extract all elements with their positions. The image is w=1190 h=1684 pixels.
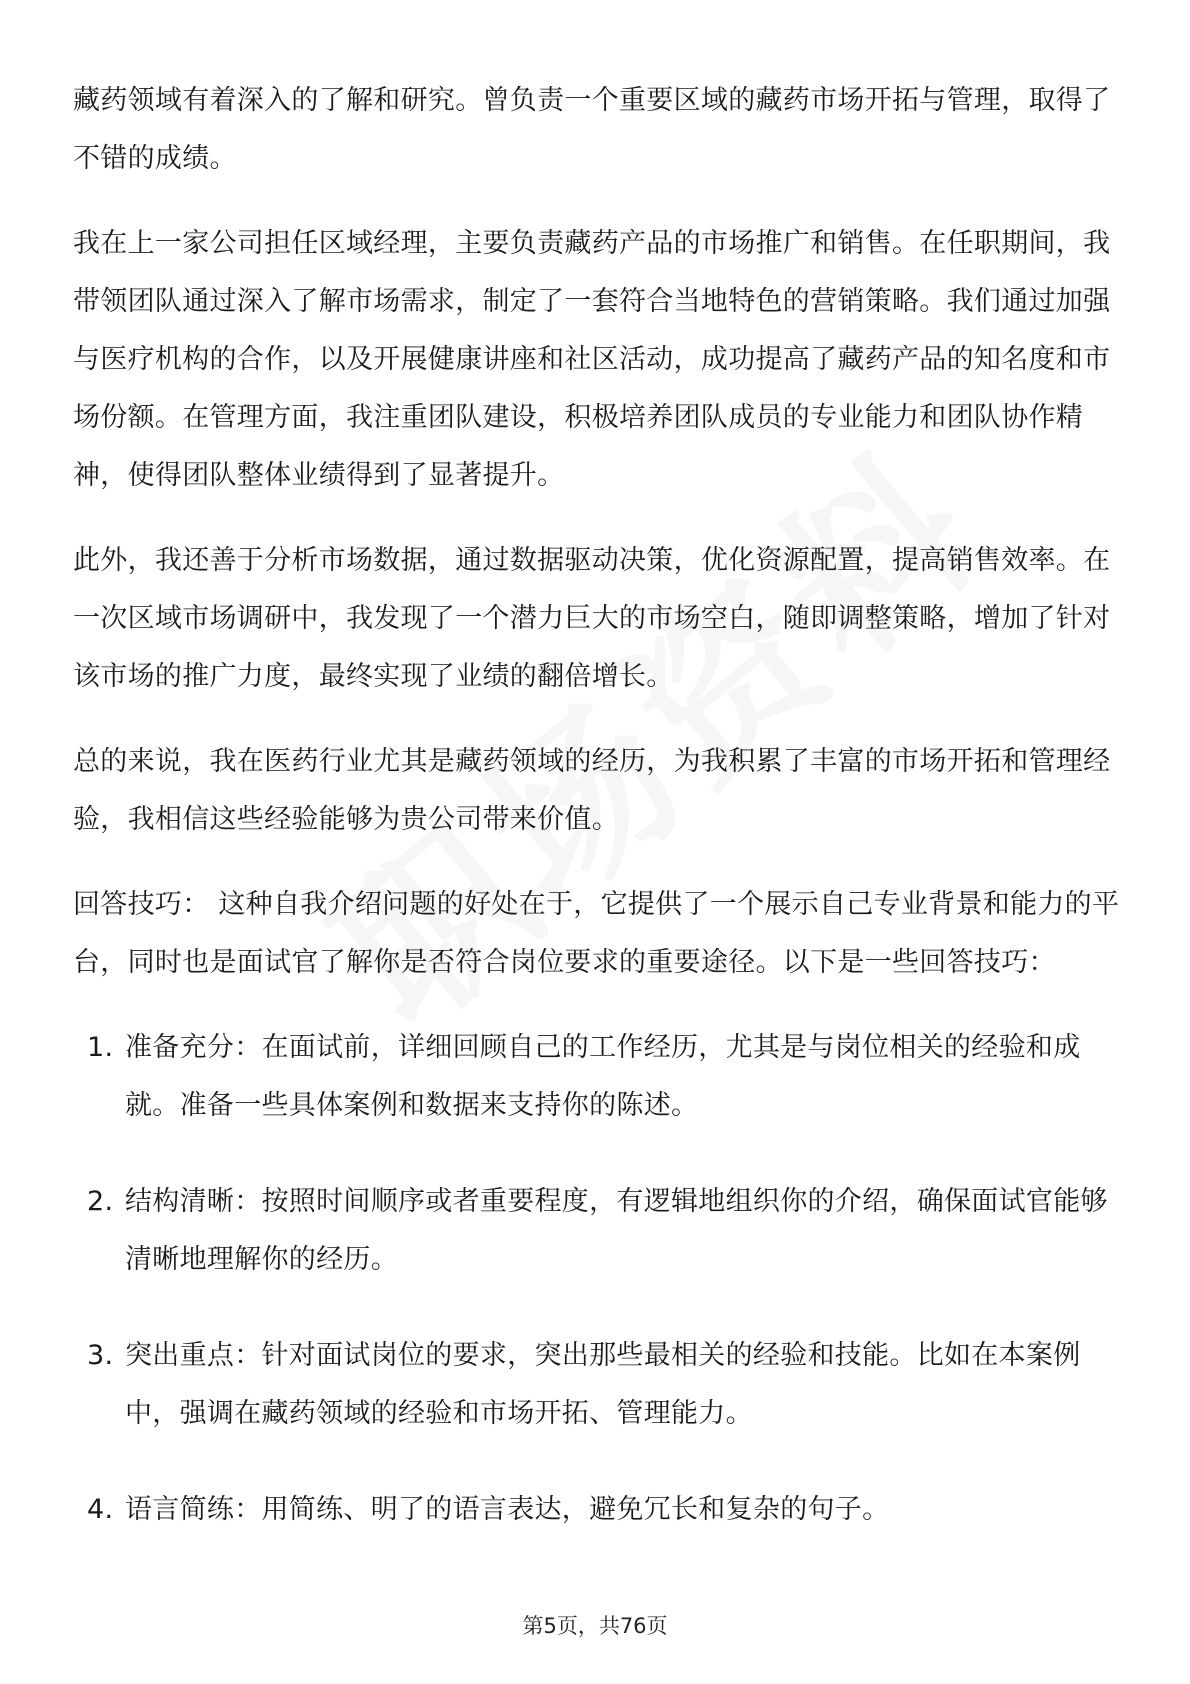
list-item [73, 1481, 1123, 1539]
page-number: 第5页，共76页 [522, 1614, 668, 1638]
list-text: 语言简练：用简练、明了的语言表达，避免冗长和复杂的句子。 [125, 1494, 890, 1525]
list-item [73, 1173, 1123, 1289]
list-item [73, 1019, 1123, 1135]
document-body [73, 72, 1123, 1577]
list-number: 2. [87, 1186, 114, 1217]
list-number: 3. [87, 1340, 114, 1371]
list-text: 突出重点：针对面试岗位的要求，突出那些最相关的经验和技能。比如在本案例中，强调在藏药领域的经验和市场开拓、管理能力。 [125, 1340, 1081, 1429]
paragraph: 总的来说，我在医药行业尤其是藏药领域的经历，为我积累了丰富的市场开拓和管理经验，我相信这些经验能够为贵公司带来价值。 [73, 746, 1111, 835]
tips-list [73, 1019, 1123, 1539]
list-text: 结构清晰：按照时间顺序或者重要程度，有逻辑地组织你的介绍，确保面试官能够清晰地理解你的经历。 [125, 1186, 1108, 1275]
paragraph: 此外，我还善于分析市场数据，通过数据驱动决策，优化资源配置，提高销售效率。在一次区域市场调研中，我发现了一个潜力巨大的市场空白，随即调整策略，增加了针对该市场的推广力度，最终实现了业绩的翻倍增长。 [73, 545, 1111, 692]
paragraph: 我在上一家公司担任区域经理，主要负责藏药产品的市场推广和销售。在任职期间，我带领团队通过深入了解市场需求，制定了一套符合当地特色的营销策略。我们通过加强与医疗机构的合作，以及开展健康讲座和社区活动，成功提高了藏药产品的知名度和市场份额。在管理方面，我注重团队建设，积极培养团队成员的专业能力和团队协作精神，使得团队整体业绩得到了显著提升。 [73, 228, 1111, 491]
list-item [73, 1327, 1123, 1443]
paragraph: 藏药领域有着深入的了解和研究。曾负责一个重要区域的藏药市场开拓与管理，取得了不错的成绩。 [73, 85, 1111, 174]
list-number: 4. [87, 1494, 114, 1525]
list-number: 1. [87, 1032, 114, 1063]
list-text: 准备充分：在面试前，详细回顾自己的工作经历，尤其是与岗位相关的经验和成就。准备一些具体案例和数据来支持你的陈述。 [125, 1032, 1081, 1121]
answer-tips-intro: 回答技巧： 这种自我介绍问题的好处在于，它提供了一个展示自己专业背景和能力的平台，同时也是面试官了解你是否符合岗位要求的重要途径。以下是一些回答技巧： [73, 889, 1120, 978]
